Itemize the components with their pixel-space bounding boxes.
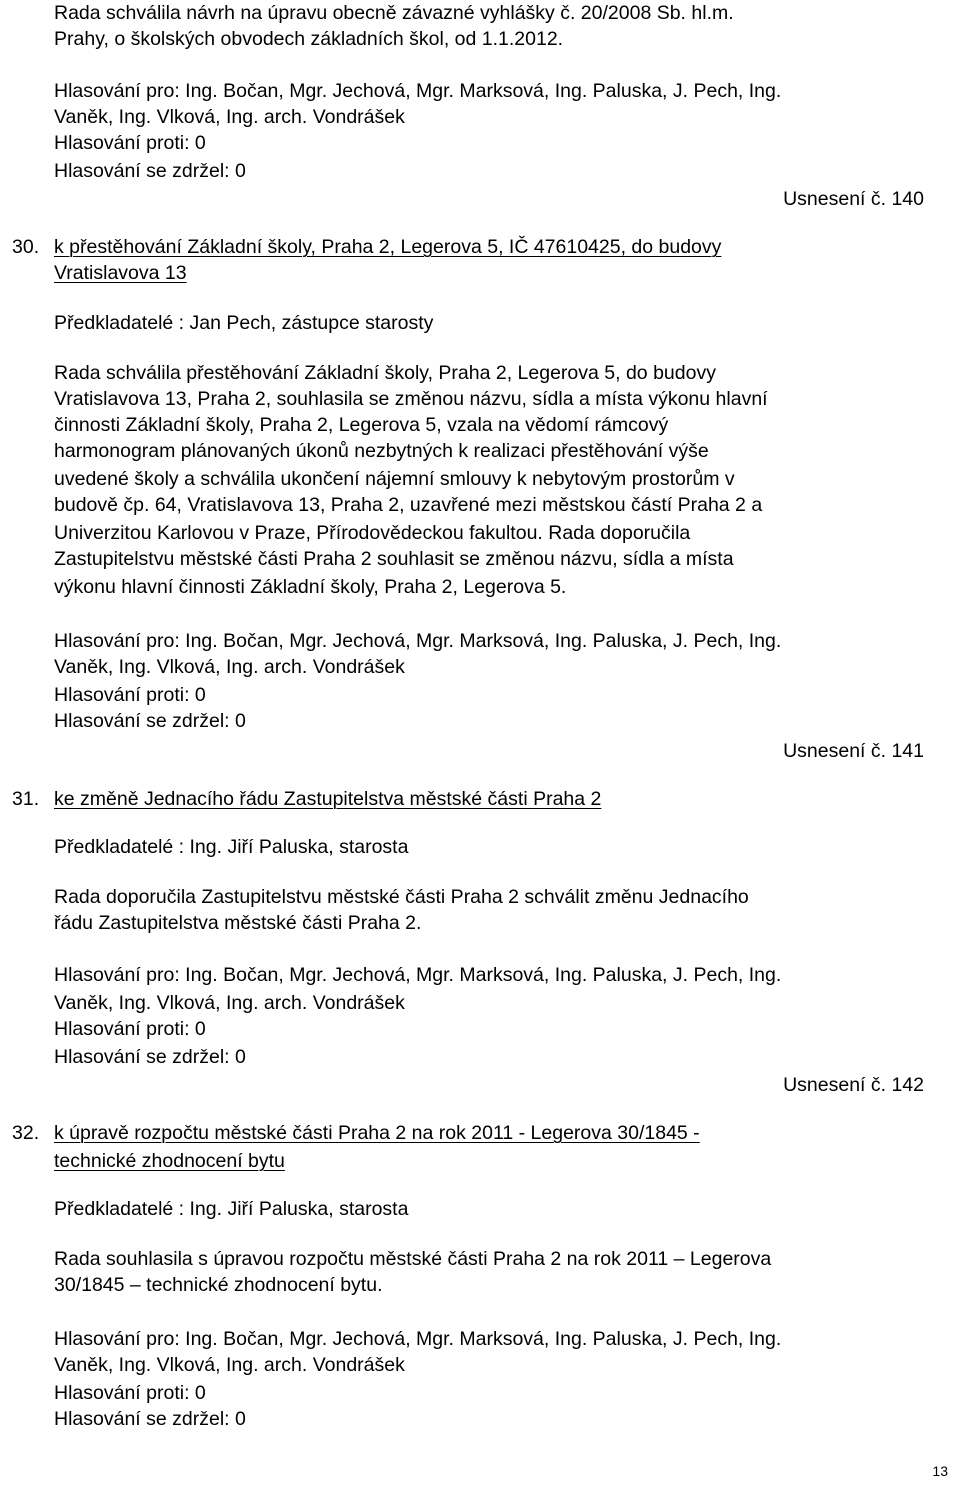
resolution-141: Usnesení č. 141: [783, 740, 924, 762]
item-32-vote-for-line-2: Vaněk, Ing. Vlková, Ing. arch. Vondrášek: [54, 1354, 405, 1376]
item-31-body-line: řádu Zastupitelstva městské části Praha 2.: [54, 912, 422, 934]
item-30-body-line: Rada schválila přestěhování Základní školy, Praha 2, Legerova 5, do budovy: [54, 362, 716, 384]
item-30-body-line: Vratislavova 13, Praha 2, souhlasila se změnou názvu, sídla a místa výkonu hlavní: [54, 388, 768, 410]
item-32-number: 32.: [12, 1122, 40, 1144]
intro-vote-for-line-1: Hlasování pro: Ing. Bočan, Mgr. Jechová, Mgr. Marksová, Ing. Paluska, J. Pech, Ing.: [54, 80, 782, 102]
resolution-142: Usnesení č. 142: [783, 1074, 924, 1096]
resolution-140: Usnesení č. 140: [783, 188, 924, 210]
item-31-vote-against: Hlasování proti: 0: [54, 1018, 206, 1040]
item-32-proposer: Předkladatelé : Ing. Jiří Paluska, starosta: [54, 1198, 409, 1220]
item-30-vote-for-line-2: Vaněk, Ing. Vlková, Ing. arch. Vondrášek: [54, 656, 405, 678]
item-32-body-line: Rada souhlasila s úpravou rozpočtu městské části Praha 2 na rok 2011 – Legerova: [54, 1248, 772, 1270]
item-32-vote-against: Hlasování proti: 0: [54, 1382, 206, 1404]
item-31-proposer: Předkladatelé : Ing. Jiří Paluska, starosta: [54, 836, 409, 858]
intro-text-line-2: Prahy, o školských obvodech základních škol, od 1.1.2012.: [54, 28, 564, 50]
item-30-body-line: harmonogram plánovaných úkonů nezbytných k realizaci přestěhování výše: [54, 440, 709, 462]
item-30-number: 30.: [12, 236, 40, 258]
intro-vote-against: Hlasování proti: 0: [54, 132, 206, 154]
item-30-vote-abstain: Hlasování se zdržel: 0: [54, 710, 246, 732]
item-31-vote-abstain: Hlasování se zdržel: 0: [54, 1046, 246, 1068]
item-32-vote-abstain: Hlasování se zdržel: 0: [54, 1408, 246, 1430]
item-31-number: 31.: [12, 788, 40, 810]
item-30-body-line: uvedené školy a schválila ukončení nájemní smlouvy k nebytovým prostorům v: [54, 468, 735, 490]
item-30-title-line-1: k přestěhování Základní školy, Praha 2, Legerova 5, IČ 47610425, do budovy: [54, 236, 722, 258]
page-number: 13: [932, 1463, 948, 1479]
item-30-vote-for-line-1: Hlasování pro: Ing. Bočan, Mgr. Jechová, Mgr. Marksová, Ing. Paluska, J. Pech, Ing.: [54, 630, 782, 652]
item-31-vote-for-line-2: Vaněk, Ing. Vlková, Ing. arch. Vondrášek: [54, 992, 405, 1014]
item-30-body-line: činnosti Základní školy, Praha 2, Legerova 5, vzala na vědomí rámcový: [54, 414, 669, 436]
intro-vote-abstain: Hlasování se zdržel: 0: [54, 160, 246, 182]
item-32-title-line-2: technické zhodnocení bytu: [54, 1150, 285, 1172]
item-30-vote-against: Hlasování proti: 0: [54, 684, 206, 706]
item-32-title-line-1: k úpravě rozpočtu městské části Praha 2 na rok 2011 - Legerova 30/1845 -: [54, 1122, 700, 1144]
item-30-body-line: výkonu hlavní činnosti Základní školy, Praha 2, Legerova 5.: [54, 576, 567, 598]
item-32-vote-for-line-1: Hlasování pro: Ing. Bočan, Mgr. Jechová, Mgr. Marksová, Ing. Paluska, J. Pech, Ing.: [54, 1328, 782, 1350]
item-30-body-line: budově čp. 64, Vratislavova 13, Praha 2, uzavřené mezi městskou částí Praha 2 a: [54, 494, 763, 516]
item-30-proposer: Předkladatelé : Jan Pech, zástupce starosty: [54, 312, 434, 334]
item-30-body-line: Zastupitelstvu městské části Praha 2 souhlasit se změnou názvu, sídla a místa: [54, 548, 734, 570]
item-31-title: ke změně Jednacího řádu Zastupitelstva městské části Praha 2: [54, 788, 602, 810]
item-31-vote-for-line-1: Hlasování pro: Ing. Bočan, Mgr. Jechová, Mgr. Marksová, Ing. Paluska, J. Pech, Ing.: [54, 964, 782, 986]
intro-vote-for-line-2: Vaněk, Ing. Vlková, Ing. arch. Vondrášek: [54, 106, 405, 128]
item-32-body-line: 30/1845 – technické zhodnocení bytu.: [54, 1274, 383, 1296]
item-30-body-line: Univerzitou Karlovou v Praze, Přírodovědeckou fakultou. Rada doporučila: [54, 522, 691, 544]
intro-text-line-1: Rada schválila návrh na úpravu obecně závazné vyhlášky č. 20/2008 Sb. hl.m.: [54, 2, 734, 24]
item-31-body-line: Rada doporučila Zastupitelstvu městské části Praha 2 schválit změnu Jednacího: [54, 886, 749, 908]
item-30-title-line-2: Vratislavova 13: [54, 262, 187, 284]
